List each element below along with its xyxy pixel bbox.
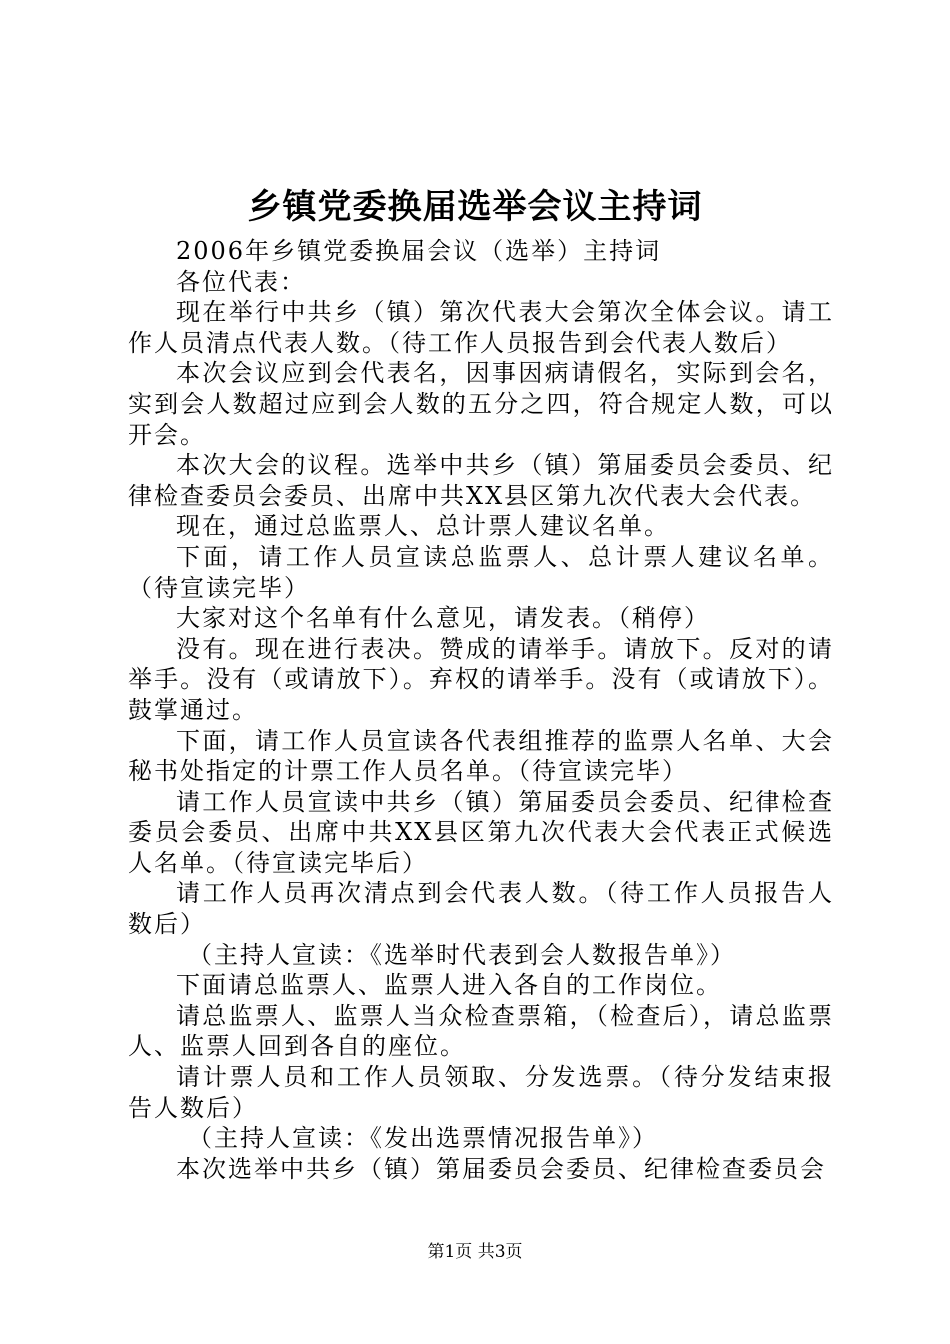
paragraph: 各位代表： xyxy=(176,267,306,296)
paragraph: 没有。现在进行表决。赞成的请举手。请放下。反对的请举手。没有（或请放下）。弃权的请举手。没有（或请放下）。鼓掌通过。 xyxy=(128,634,834,724)
document-body xyxy=(128,236,834,1184)
paragraph: 请总监票人、监票人当众检查票箱，（检查后），请总监票人、监票人回到各自的座位。 xyxy=(128,1001,834,1061)
paragraph: （主持人宣读：《选举时代表到会人数报告单》） xyxy=(188,940,736,969)
paragraph: 请计票人员和工作人员领取、分发选票。（待分发结束报告人数后） xyxy=(128,1063,834,1122)
paragraph: 本次大会的议程。选举中共乡（镇）第届委员会委员、纪律检查委员会委员、出席中共XX县区第九次代表大会代表。 xyxy=(128,451,834,510)
paragraph: 下面，请工作人员宣读总监票人、总计票人建议名单。（待宣读完毕） xyxy=(128,542,834,602)
paragraph: 下面，请工作人员宣读各代表组推荐的监票人名单、大会秘书处指定的计票工作人员名单。（待宣读完毕） xyxy=(128,726,834,786)
document-title: 乡镇党委换届选举会议主持词 xyxy=(247,187,703,227)
paragraph: 请工作人员再次清点到会代表人数。（待工作人员报告人数后） xyxy=(128,879,834,939)
paragraph: 请工作人员宣读中共乡（镇）第届委员会委员、纪律检查委员会委员、出席中共XX县区第九次代表大会代表正式候选人名单。（待宣读完毕后） xyxy=(128,787,834,877)
paragraph: 本次会议应到会代表名，因事因病请假名，实际到会名，实到会人数超过应到会人数的五分之四，符合规定人数，可以开会。 xyxy=(128,359,834,449)
paragraph: 现在，通过总监票人、总计票人建议名单。 xyxy=(176,512,670,541)
page-footer: 第1页 共3页 xyxy=(427,1242,523,1262)
paragraph: 大家对这个名单有什么意见，请发表。（稍停） xyxy=(176,604,710,633)
paragraph: （主持人宣读：《发出选票情况报告单》） xyxy=(188,1124,658,1153)
paragraph: 下面请总监票人、监票人进入各自的工作岗位。 xyxy=(176,971,722,1000)
paragraph: 2006年乡镇党委换届会议（选举）主持词 xyxy=(176,237,662,265)
paragraph: 现在举行中共乡（镇）第次代表大会第次全体会议。请工作人员清点代表人数。（待工作人员报告到会代表人数后） xyxy=(128,298,834,357)
paragraph: 本次选举中共乡（镇）第届委员会委员、纪律检查委员会 xyxy=(176,1154,826,1183)
